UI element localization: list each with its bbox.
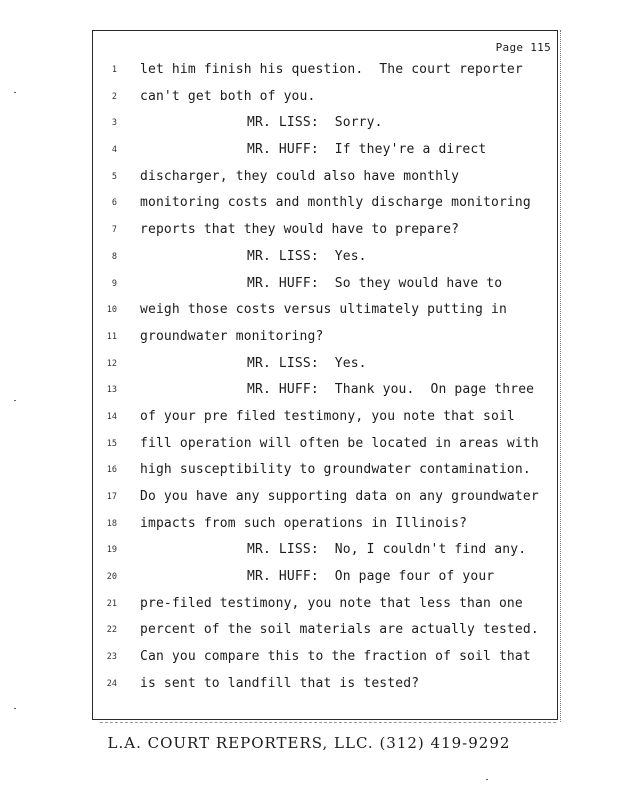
- scan-speck: [486, 779, 488, 780]
- line-text: impacts from such operations in Illinois?: [140, 515, 468, 531]
- line-number: 17: [106, 492, 117, 502]
- line-number: 14: [106, 411, 117, 422]
- line-number: 12: [106, 358, 117, 369]
- line-number: 13: [106, 385, 117, 396]
- transcript-line: [93, 249, 557, 276]
- transcript-line: [93, 169, 557, 196]
- line-number: 2: [111, 91, 117, 102]
- line-text: groundwater monitoring?: [140, 328, 324, 344]
- transcript-lines: [93, 62, 557, 703]
- transcript-line: [93, 622, 557, 649]
- transcript-line: [93, 356, 557, 383]
- line-number: 20: [106, 572, 117, 583]
- line-text: Do you have any supporting data on any groundwater: [140, 489, 539, 504]
- line-text: weigh those costs versus ultimately putting in: [140, 302, 507, 318]
- transcript-line: [93, 89, 557, 116]
- line-text: MR. HUFF: If they're a direct: [247, 142, 487, 158]
- scan-speck: [14, 708, 16, 709]
- page-number: Page 115: [495, 41, 551, 54]
- transcript-line: [93, 195, 557, 222]
- bottom-dashed-rule: [100, 722, 556, 723]
- transcript-line: [93, 409, 557, 436]
- line-number: 9: [111, 278, 117, 289]
- line-number: 19: [106, 545, 117, 556]
- line-text: pre-filed testimony, you note that less than one: [140, 595, 523, 611]
- transcript-line: [93, 276, 557, 303]
- line-text: MR. HUFF: Thank you. On page three: [247, 382, 535, 398]
- transcript-line: [93, 436, 557, 463]
- transcript-line: [93, 489, 557, 516]
- line-text: can't get both of you.: [140, 88, 316, 104]
- line-number: 22: [106, 625, 117, 636]
- line-number: 15: [106, 438, 117, 449]
- transcript-page-frame: [92, 30, 558, 720]
- transcript-line: [93, 676, 557, 703]
- line-text: MR. LISS: No, I couldn't find any.: [247, 542, 527, 558]
- transcript-line: [93, 569, 557, 596]
- line-number: 4: [111, 145, 117, 156]
- transcript-line: [93, 62, 557, 89]
- court-reporter-footer: L.A. COURT REPORTERS, LLC. (312) 419-9292: [107, 734, 511, 752]
- transcript-line: [93, 222, 557, 249]
- line-number: 1: [111, 65, 117, 75]
- right-margin-rule: [560, 30, 561, 722]
- line-text: discharger, they could also have monthly: [140, 168, 460, 184]
- transcript-line: [93, 542, 557, 569]
- line-number: 11: [106, 331, 117, 342]
- line-number: 10: [106, 305, 117, 316]
- line-number: 8: [111, 251, 117, 262]
- scan-speck: [14, 400, 16, 401]
- transcript-line: [93, 115, 557, 142]
- line-number: 24: [106, 678, 117, 689]
- line-text: monitoring costs and monthly discharge monitoring: [140, 195, 531, 211]
- line-text: MR. LISS: Yes.: [247, 355, 367, 371]
- line-number: 3: [111, 118, 117, 129]
- line-text: MR. HUFF: On page four of your: [247, 569, 495, 585]
- line-text: MR. HUFF: So they would have to: [247, 275, 503, 291]
- scan-speck: [14, 92, 16, 93]
- line-number: 21: [106, 598, 117, 609]
- line-text: fill operation will often be located in areas with: [140, 435, 539, 451]
- transcript-line: [93, 302, 557, 329]
- line-text: percent of the soil materials are actually tested.: [140, 622, 539, 638]
- line-text: of your pre filed testimony, you note that soil: [140, 408, 515, 424]
- line-number: 18: [106, 518, 117, 529]
- transcript-line: [93, 462, 557, 489]
- line-text: MR. LISS: Sorry.: [247, 115, 383, 131]
- transcript-line: [93, 516, 557, 543]
- transcript-line: [93, 649, 557, 676]
- transcript-line: [93, 382, 557, 409]
- transcript-line: [93, 596, 557, 623]
- line-number: 7: [111, 225, 117, 236]
- line-number: 23: [106, 652, 117, 663]
- line-text: let him finish his question. The court reporter: [140, 62, 523, 77]
- line-number: 5: [111, 171, 117, 182]
- transcript-line: [93, 329, 557, 356]
- line-number: 16: [106, 465, 117, 476]
- line-text: high susceptibility to groundwater contamination.: [140, 462, 531, 478]
- line-number: 6: [111, 198, 117, 209]
- line-text: MR. LISS: Yes.: [247, 248, 367, 264]
- line-text: is sent to landfill that is tested?: [140, 675, 420, 691]
- transcript-line: [93, 142, 557, 169]
- line-text: reports that they would have to prepare?: [140, 222, 460, 238]
- line-text: Can you compare this to the fraction of soil that: [140, 649, 531, 665]
